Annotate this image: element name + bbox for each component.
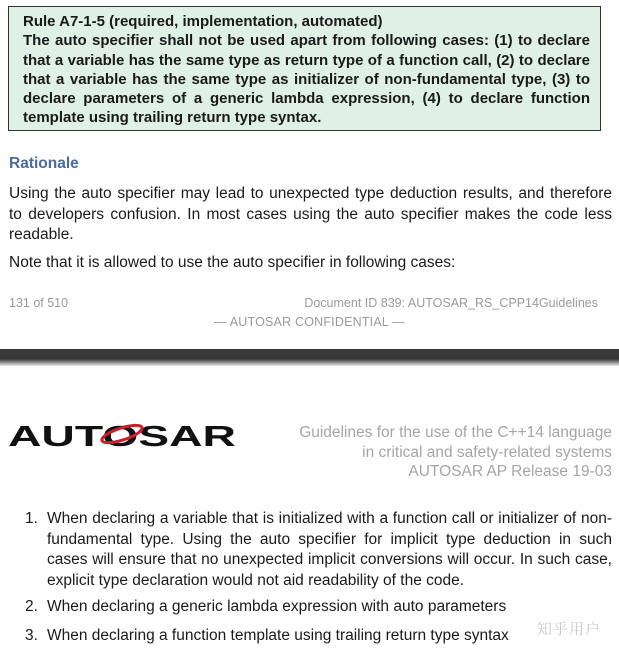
list-number: 3. — [25, 627, 38, 644]
autosar-logo — [8, 420, 240, 450]
logo-text: AUTOSAR — [8, 421, 237, 450]
list-item — [25, 626, 612, 647]
rule-text: The auto specifier shall not be used apart from following cases: (1) to declare that a variable has the same type as return type of a function call, (2) to declare that a variable has the same type as initializer of non-fundamental type, (3) to declare parameters of a generic lambda expression, (4) to declare function template using trailing return type syntax. — [23, 32, 590, 127]
list-number: 1. — [25, 510, 38, 527]
list-number: 2. — [25, 598, 38, 615]
rule-box — [8, 6, 601, 131]
confidential-label: — AUTOSAR CONFIDENTIAL — — [214, 315, 405, 329]
rationale-heading: Rationale — [9, 155, 79, 172]
list-text: When declaring a generic lambda expression with auto parameters — [47, 598, 507, 615]
list-item — [25, 597, 612, 618]
header-line-2: in critical and safety-related systems — [362, 443, 612, 461]
watermark: 知乎用户 — [536, 621, 601, 638]
header-line-3: AUTOSAR AP Release 19-03 — [408, 463, 612, 480]
list-item — [25, 509, 612, 591]
list-text: When declaring a variable that is initialized with a function call or initializer of non-fundamental type. Using the auto specifier for implicit type deduction in such cases will ensure that no unexpected implicit conversions will occur. In such case, explicit type declaration would not aid readability of the code. — [47, 510, 612, 589]
note-paragraph: Note that it is allowed to use the auto specifier in following cases: — [9, 254, 456, 271]
list-text: When declaring a function template using trailing return type syntax — [47, 627, 509, 644]
page-separator — [0, 349, 619, 366]
rationale-paragraph: Using the auto specifier may lead to unexpected type deduction results, and therefore to developers confusion. In most cases using the auto specifier makes the code less readable. — [9, 185, 612, 243]
document-header — [299, 423, 612, 482]
header-line-1: Guidelines for the use of the C++14 language — [299, 424, 612, 441]
page-number: 131 of 510 — [9, 296, 69, 310]
document-id: Document ID 839: AUTOSAR_RS_CPP14Guidelines — [304, 296, 598, 310]
rule-title: Rule A7-1-5 (required, implementation, automated) — [23, 13, 383, 30]
